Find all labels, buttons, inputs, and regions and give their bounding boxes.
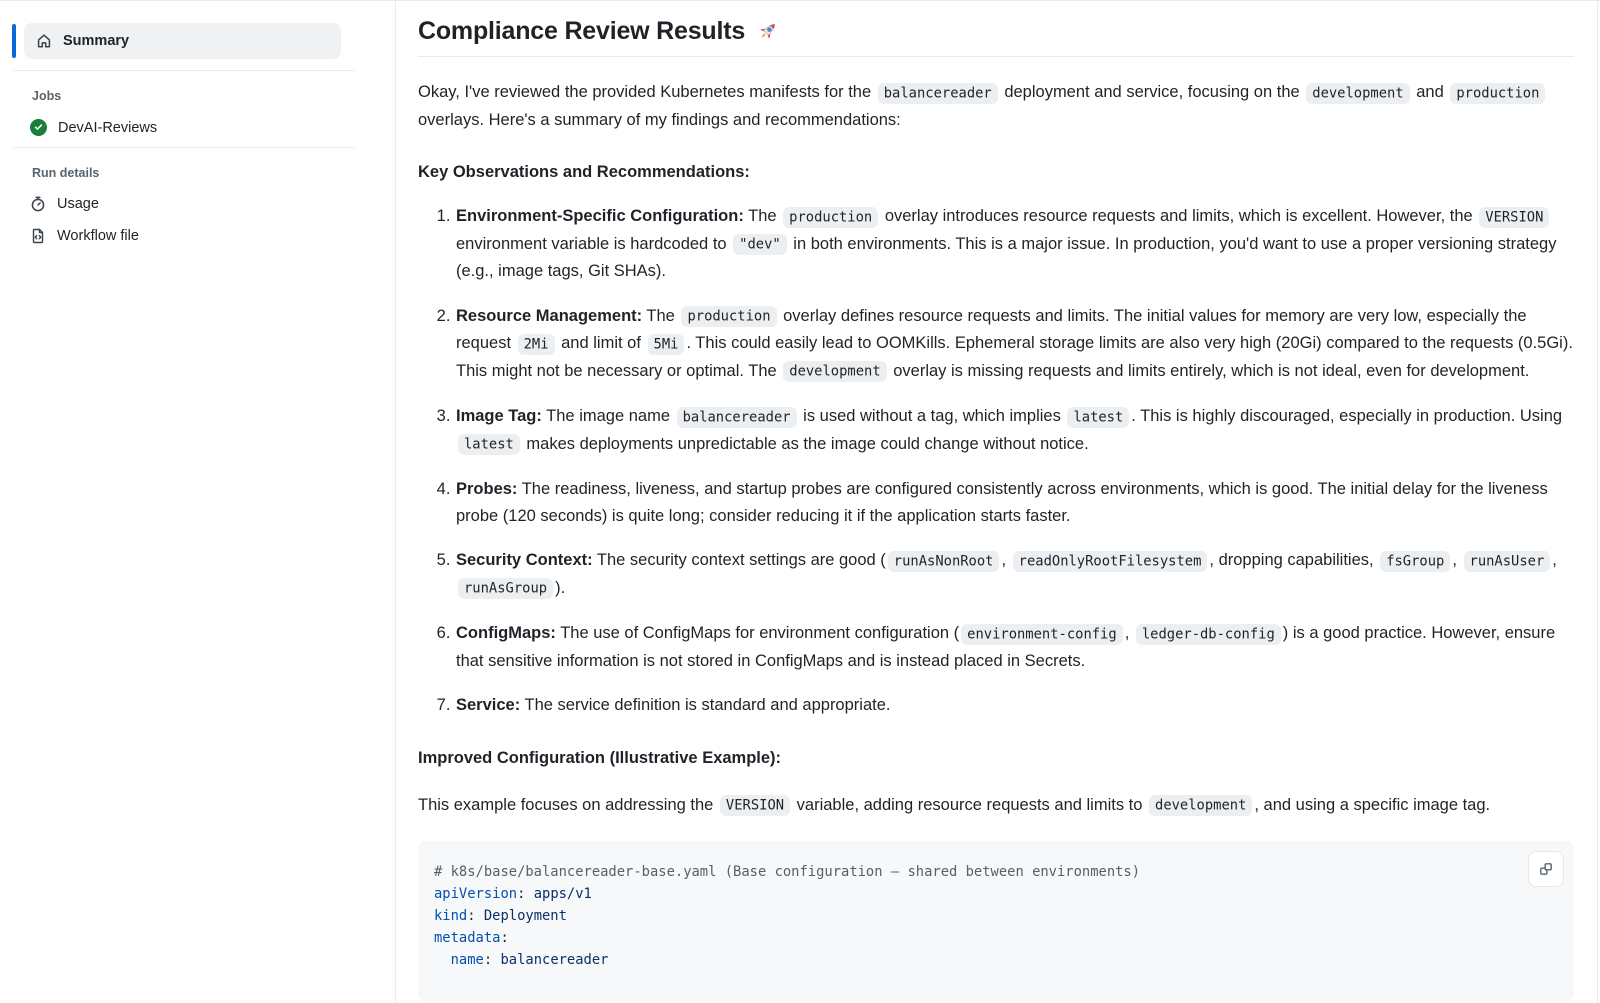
inline-code-chip: latest: [458, 434, 520, 455]
list-item: 5. Security Context: The security context settings are good ( runAsNonRoot , readOnlyRootFilesystem , dropping capabilities, fsGroup , runAsUser , runAsGroup ).: [455, 547, 1574, 602]
summary-content: [396, 1, 1600, 1003]
sidebar-divider: [14, 147, 355, 148]
observations-list: [418, 203, 1574, 719]
inline-code-chip: ledger-db-config: [1136, 624, 1281, 645]
list-item: 2. Resource Management: The production overlay defines resource requests and limits. The initial values for memory are very low, especially the request 2Mi and limit of 5Mi . This could easily lead to OOMKills. Ephemeral storage limits are also very high (20Gi) compared to the requests (0.5Gi). This might not be necessary or optimal. The development overlay is missing requests and limits entirely, which is not ideal, even for development.: [455, 303, 1574, 386]
inline-code-chip: balancereader: [878, 83, 998, 104]
observations-heading: Key Observations and Recommendations:: [418, 163, 750, 181]
intro-paragraph: Okay, I've reviewed the provided Kubernetes manifests for the balancereader deployment and service, focusing on the development and production overlays. Here's a summary of my findings and recommendations:: [418, 79, 1574, 133]
run-detail-label: Usage: [57, 196, 99, 212]
inline-code-chip: readOnlyRootFilesystem: [1013, 551, 1208, 572]
sidebar-item-label: Summary: [63, 33, 130, 49]
list-item: 6. ConfigMaps: The use of ConfigMaps for environment configuration ( environment-config , ledger-db-config ) is a good practice. However, ensure that sensitive information is not stored in ConfigMaps and is instead placed in Secrets.: [455, 620, 1574, 674]
code-content: [434, 861, 1558, 971]
inline-code-chip: fsGroup: [1380, 551, 1450, 572]
inline-code-chip: latest: [1067, 407, 1129, 428]
inline-code-chip: development: [1306, 83, 1409, 104]
inline-code-chip: runAsGroup: [458, 578, 553, 599]
inline-code-chip: "dev": [733, 234, 787, 255]
run-details-section-header: Run details: [32, 166, 100, 180]
inline-code-chip: VERSION: [1479, 207, 1549, 228]
list-item: 7. Service: The service definition is standard and appropriate.: [455, 692, 1574, 719]
yaml-code-block: [418, 841, 1574, 1001]
inline-code-chip: environment-config: [961, 624, 1123, 645]
copy-icon: [1538, 861, 1554, 877]
inline-code-chip: production: [681, 306, 776, 327]
sidebar: [0, 1, 396, 1003]
inline-code-chip: VERSION: [720, 795, 790, 816]
improved-configuration-heading: Improved Configuration (Illustrative Example):: [418, 748, 782, 767]
inline-code-chip: development: [1149, 795, 1252, 816]
inline-code-chip: runAsNonRoot: [888, 551, 1000, 572]
run-detail-label: Workflow file: [57, 228, 139, 244]
code-line: apiVersion: apps/v1: [434, 886, 592, 902]
check-circle-icon: [30, 119, 47, 136]
home-icon: [36, 33, 52, 49]
sidebar-divider: [14, 70, 355, 71]
sidebar-item-summary[interactable]: [12, 23, 341, 59]
list-item: 3. Image Tag: The image name balancereader is used without a tag, which implies latest . This is highly discouraged, especially in production. Using latest makes deployments unpredictable as the image could change without notice.: [455, 403, 1574, 458]
inline-code-chip: production: [1450, 83, 1545, 104]
list-item: 4. Probes: The readiness, liveness, and startup probes are configured consistently across environments, which is good. The initial delay for the liveness probe (120 seconds) is quite long; consider reducing it if the application starts faster.: [455, 476, 1574, 529]
rocket-emoji: [754, 19, 780, 45]
inline-code-chip: 5Mi: [648, 334, 685, 355]
page-title: [418, 17, 1574, 57]
example-intro-paragraph: This example focuses on addressing the VERSION variable, adding resource requests and limits to development , and using a specific image tag.: [418, 792, 1574, 820]
sidebar-item-workflow-file[interactable]: [30, 228, 395, 244]
code-line: metadata:: [434, 930, 509, 946]
job-label: DevAI-Reviews: [58, 119, 158, 136]
stopwatch-icon: [30, 196, 46, 212]
inline-code-chip: runAsUser: [1464, 551, 1551, 572]
active-indicator-bar: [12, 24, 16, 58]
code-line: kind: Deployment: [434, 908, 567, 924]
jobs-section-header: Jobs: [32, 89, 62, 103]
page-title-text: Compliance Review Results: [418, 17, 746, 45]
code-line: # k8s/base/balancereader-base.yaml (Base configuration — shared between environments): [434, 864, 1141, 880]
sidebar-item-job-devai-reviews[interactable]: [30, 119, 395, 136]
inline-code-chip: balancereader: [677, 407, 797, 428]
inline-code-chip: 2Mi: [518, 334, 555, 355]
list-item: 1. Environment-Specific Configuration: The production overlay introduces resource requests and limits, which is excellent. However, the VERSION environment variable is hardcoded to "dev" in both environments. This is a major issue. In production, you'd want to use a proper versioning strategy (e.g., image tags, Git SHAs).: [455, 203, 1574, 285]
file-code-icon: [30, 228, 46, 244]
code-line: name: balancereader: [450, 952, 609, 968]
inline-code-chip: development: [783, 361, 886, 382]
copy-button[interactable]: [1528, 851, 1564, 887]
content-right-border: [1597, 1, 1598, 1003]
inline-code-chip: production: [783, 207, 878, 228]
sidebar-item-usage[interactable]: [30, 196, 395, 212]
